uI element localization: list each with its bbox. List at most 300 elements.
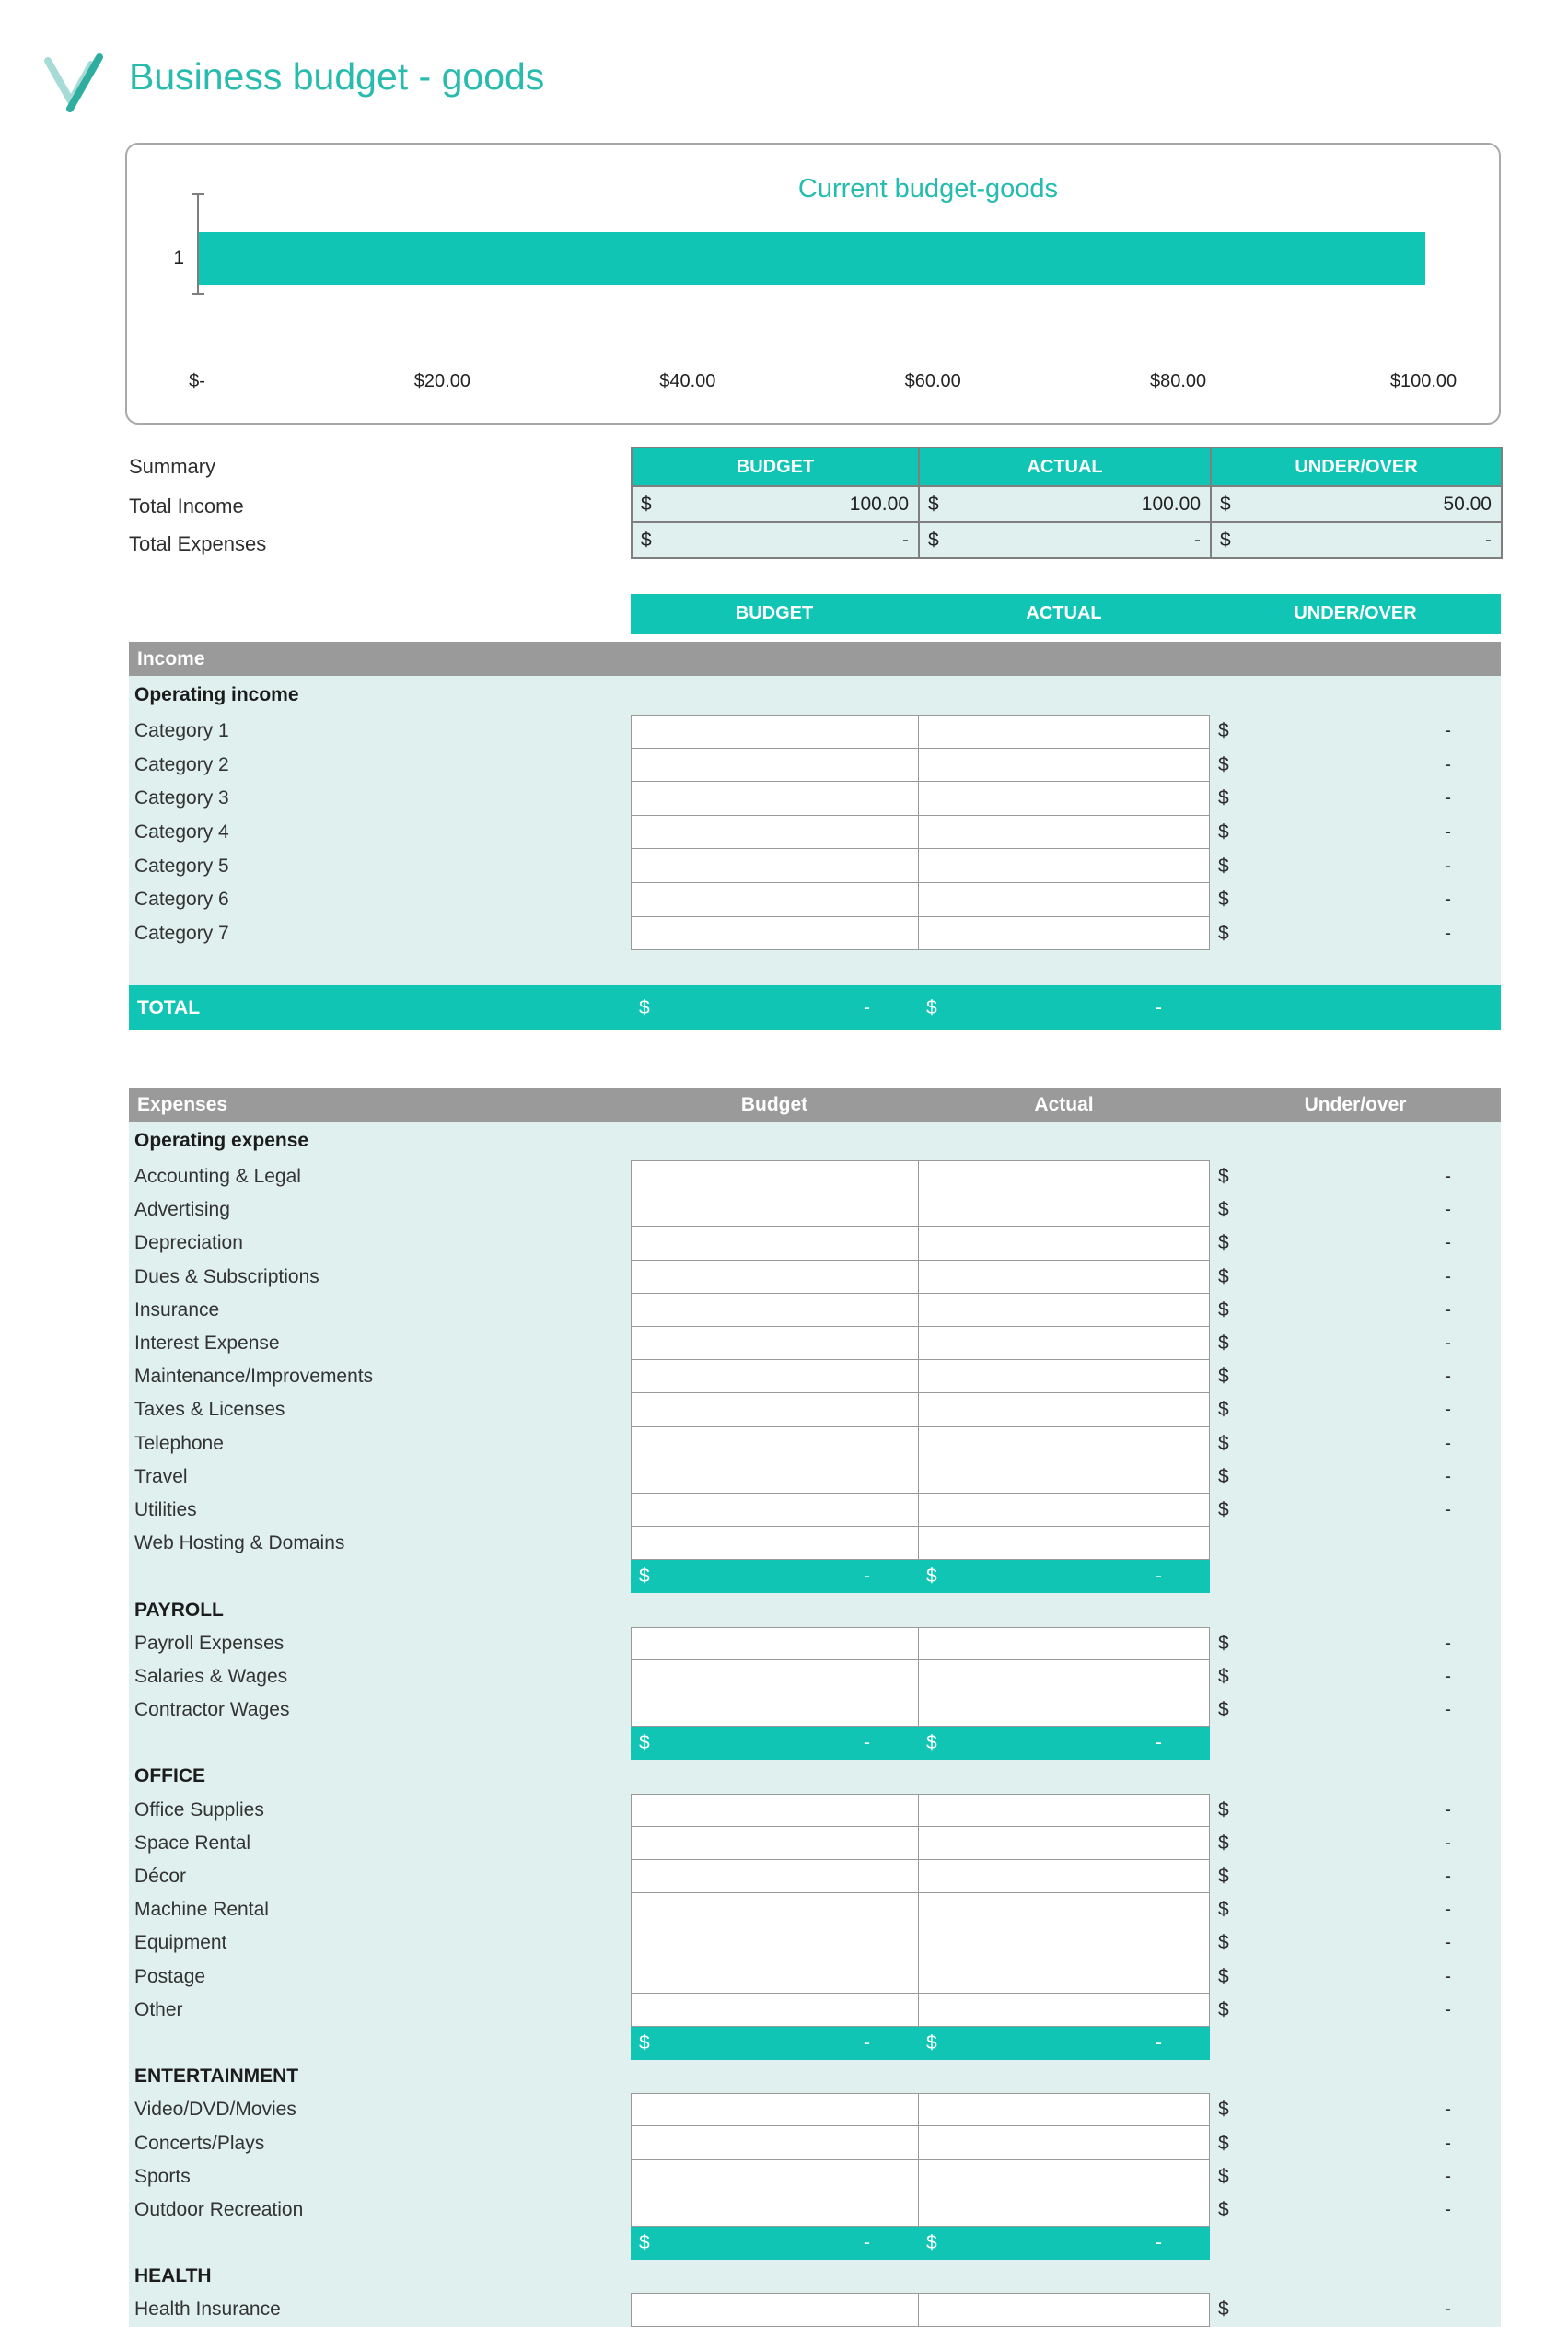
- budget-input-cell[interactable]: [631, 1960, 918, 1994]
- value: -: [864, 1565, 870, 1588]
- under-over-cell: [1210, 1327, 1501, 1360]
- table-row: [129, 1227, 1501, 1260]
- under-over-cell: [1210, 2126, 1501, 2159]
- actual-input-cell[interactable]: [918, 2093, 1210, 2126]
- budget-input-cell[interactable]: [631, 1460, 918, 1494]
- value: -: [1445, 855, 1451, 877]
- currency-symbol: $: [1218, 855, 1229, 877]
- budget-input-cell[interactable]: [631, 1261, 918, 1294]
- income-total-row: [129, 985, 1501, 1030]
- summary-row-label: Total Income: [129, 494, 244, 518]
- row-label: Web Hosting & Domains: [134, 1532, 345, 1554]
- budget-input-cell[interactable]: [631, 1327, 918, 1360]
- under-over-cell: [1210, 1994, 1501, 2027]
- row-label: Outdoor Recreation: [134, 2198, 304, 2220]
- group-subtotal-band: [631, 2027, 1210, 2060]
- income-section: [129, 642, 1501, 1030]
- value: -: [1445, 1699, 1451, 1721]
- table-row: [129, 1193, 1501, 1227]
- group-subtotal-band: [631, 1727, 1210, 1760]
- currency-symbol: $: [641, 493, 652, 515]
- row-label: Category 4: [134, 821, 229, 844]
- value: -: [1445, 1366, 1451, 1388]
- actual-input-cell[interactable]: [918, 1794, 1210, 1827]
- summary-total-expenses-under[interactable]: [1212, 523, 1503, 559]
- summary-total-income-under[interactable]: [1212, 487, 1503, 523]
- row-label: Sports: [134, 2165, 191, 2187]
- value: -: [1445, 1399, 1451, 1421]
- income-total-under-empty: [1210, 985, 1501, 1030]
- currency-symbol: $: [1218, 1232, 1229, 1254]
- actual-input-cell[interactable]: [918, 1926, 1210, 1960]
- currency-symbol: $: [1220, 529, 1231, 551]
- expenses-col-under: Under/over: [1304, 1093, 1407, 1115]
- currency-symbol: $: [1220, 493, 1231, 515]
- table-row: [129, 1794, 1501, 1827]
- under-over-cell: [1210, 1893, 1501, 1926]
- under-over-cell: [1210, 849, 1501, 883]
- table-row: [129, 749, 1501, 783]
- under-over-cell: [1210, 749, 1501, 783]
- currency-symbol: $: [1218, 1798, 1229, 1821]
- actual-input-cell[interactable]: [918, 917, 1210, 951]
- actual-input-cell[interactable]: [918, 1994, 1210, 2027]
- actual-input-cell[interactable]: [918, 1160, 1210, 1193]
- actual-input-cell[interactable]: [918, 1627, 1210, 1660]
- currency-symbol: $: [1218, 821, 1229, 844]
- expenses-col-actual: Actual: [1034, 1093, 1094, 1115]
- row-label: Telephone: [134, 1432, 224, 1454]
- table-row: [129, 849, 1501, 883]
- budget-input-cell[interactable]: [631, 849, 918, 883]
- budget-input-cell[interactable]: [631, 816, 918, 850]
- chart-category-label: 1: [173, 247, 184, 269]
- actual-input-cell[interactable]: [918, 1960, 1210, 1994]
- currency-symbol: $: [1218, 2198, 1229, 2220]
- table-row: [129, 917, 1501, 951]
- currency-symbol: $: [1218, 2099, 1229, 2121]
- actual-input-cell[interactable]: [918, 1494, 1210, 1527]
- value: -: [1445, 889, 1451, 911]
- under-over-cell: [1210, 1460, 1501, 1494]
- value: -: [1485, 529, 1492, 551]
- table-row: [129, 1827, 1501, 1860]
- budget-input-cell[interactable]: [631, 1860, 918, 1893]
- currency-symbol: $: [1218, 1498, 1229, 1520]
- budget-input-cell[interactable]: [631, 1660, 918, 1693]
- value: -: [1445, 1832, 1451, 1854]
- under-over-cell: [1210, 816, 1501, 850]
- row-label: Interest Expense: [134, 1332, 280, 1355]
- spacer-row: [129, 950, 1501, 985]
- column-header-actual: ACTUAL: [1026, 603, 1102, 623]
- value: -: [1445, 1998, 1451, 2020]
- actual-input-cell[interactable]: [918, 1527, 1210, 1560]
- value: -: [864, 2232, 870, 2254]
- row-label: Décor: [134, 1866, 187, 1888]
- expenses-section-title: Expenses: [137, 1093, 228, 1115]
- under-over-cell: [1210, 1827, 1501, 1860]
- actual-input-cell[interactable]: [918, 1427, 1210, 1460]
- under-over-cell: [1210, 1427, 1501, 1460]
- actual-input-cell[interactable]: [918, 883, 1210, 917]
- currency-symbol: $: [1218, 2298, 1229, 2321]
- summary-table: [631, 447, 1503, 559]
- table-row: [129, 1327, 1501, 1360]
- income-group-title: Operating income: [134, 684, 299, 705]
- currency-symbol: $: [1218, 922, 1229, 944]
- currency-symbol: $: [1218, 1932, 1229, 1954]
- currency-symbol: $: [1218, 889, 1229, 911]
- currency-symbol: $: [1218, 1632, 1229, 1654]
- under-over-cell: [1210, 1926, 1501, 1960]
- currency-symbol: $: [1218, 1899, 1229, 1921]
- column-header-band: [631, 594, 1501, 634]
- group-subtotal-band: [631, 1560, 1210, 1593]
- budget-input-cell[interactable]: [631, 2126, 918, 2159]
- summary-section: [129, 447, 1501, 563]
- value: -: [1445, 821, 1451, 844]
- currency-symbol: $: [639, 2031, 650, 2054]
- subtotal-budget: [631, 2027, 918, 2060]
- budget-input-cell[interactable]: [631, 1693, 918, 1727]
- row-label: Concerts/Plays: [134, 2132, 265, 2154]
- column-header-under: UNDER/OVER: [1294, 603, 1417, 623]
- row-label: Maintenance/Improvements: [134, 1366, 374, 1388]
- budget-input-cell[interactable]: [631, 1994, 918, 2027]
- actual-input-cell[interactable]: [918, 1393, 1210, 1426]
- vertex-logo-icon: [41, 50, 110, 114]
- x-tick-label: $80.00: [1150, 371, 1207, 391]
- row-label: Accounting & Legal: [134, 1166, 301, 1188]
- table-row: [129, 1660, 1501, 1693]
- under-over-cell: [1210, 1794, 1501, 1827]
- budget-input-cell[interactable]: [631, 2193, 918, 2227]
- table-row: [129, 1893, 1501, 1926]
- actual-input-cell[interactable]: [918, 1460, 1210, 1494]
- currency-symbol: $: [926, 996, 937, 1018]
- subtotal-actual: [918, 2227, 1210, 2260]
- value: -: [1445, 1265, 1451, 1287]
- summary-total-income-budget[interactable]: [633, 487, 920, 523]
- value: -: [864, 2031, 870, 2054]
- budget-input-cell[interactable]: [631, 782, 918, 816]
- subtotal-actual: [918, 1727, 1210, 1760]
- empty-cell: [129, 1727, 631, 1760]
- under-over-cell: [1210, 2093, 1501, 2126]
- expense-groups: [129, 1122, 1501, 2327]
- value: -: [1445, 922, 1451, 944]
- under-over-cell: [1210, 1693, 1501, 1727]
- row-label: Dues & Subscriptions: [134, 1265, 319, 1287]
- budget-input-cell[interactable]: [631, 883, 918, 917]
- table-row: [129, 2160, 1501, 2193]
- under-over-cell: [1210, 1960, 1501, 1994]
- currency-symbol: $: [926, 1565, 937, 1588]
- budget-input-cell[interactable]: [631, 1494, 918, 1527]
- expenses-col-budget: Budget: [740, 1093, 808, 1115]
- under-over-cell: [1210, 2160, 1501, 2193]
- table-row: [129, 2293, 1501, 2326]
- budget-input-cell[interactable]: [631, 1827, 918, 1860]
- summary-header-budget: BUDGET: [633, 448, 920, 487]
- budget-input-cell[interactable]: [631, 2093, 918, 2126]
- row-label: Category 1: [134, 720, 229, 742]
- actual-input-cell[interactable]: [918, 1327, 1210, 1360]
- value: -: [1445, 1932, 1451, 1954]
- actual-input-cell[interactable]: [918, 782, 1210, 816]
- table-row: [129, 816, 1501, 850]
- group-subtotal-row: [129, 1560, 1501, 1593]
- budget-input-cell[interactable]: [631, 749, 918, 783]
- under-over-cell: [1210, 1393, 1501, 1426]
- budget-input-cell[interactable]: [631, 715, 918, 749]
- actual-input-cell[interactable]: [918, 715, 1210, 749]
- budget-input-cell[interactable]: [631, 1227, 918, 1260]
- currency-symbol: $: [639, 2232, 650, 2254]
- currency-symbol: $: [1218, 1298, 1229, 1321]
- currency-symbol: $: [1218, 1199, 1229, 1221]
- currency-symbol: $: [926, 2232, 937, 2254]
- value: -: [1445, 1298, 1451, 1321]
- income-total-budget: [631, 985, 918, 1030]
- x-tick-label: $20.00: [413, 371, 470, 391]
- empty-cell: [129, 2027, 631, 2060]
- income-section-header: Income: [129, 642, 1501, 676]
- value: -: [1445, 787, 1451, 809]
- under-over-cell: [1210, 1294, 1501, 1327]
- empty-cell: [129, 1560, 631, 1593]
- table-row: [129, 883, 1501, 917]
- value: -: [1445, 1665, 1451, 1687]
- actual-input-cell[interactable]: [918, 2160, 1210, 2193]
- actual-input-cell[interactable]: [918, 1193, 1210, 1227]
- expense-group-title: PAYROLL: [134, 1599, 224, 1621]
- chart-title: Current budget-goods: [797, 174, 1059, 204]
- expense-group-title: HEALTH: [134, 2265, 212, 2287]
- value: -: [1156, 996, 1162, 1018]
- actual-input-cell[interactable]: [918, 1660, 1210, 1693]
- row-label: Postage: [134, 1965, 206, 1987]
- expense-group-title: Operating expense: [134, 1130, 309, 1151]
- under-over-cell: [1210, 1261, 1501, 1294]
- expense-group-title: OFFICE: [134, 1765, 205, 1787]
- value: -: [1156, 2232, 1162, 2254]
- under-over-cell: [1210, 1360, 1501, 1393]
- budget-input-cell[interactable]: [631, 1393, 918, 1426]
- budget-input-cell[interactable]: [631, 1294, 918, 1327]
- actual-input-cell[interactable]: [918, 1827, 1210, 1860]
- actual-input-cell[interactable]: [918, 1261, 1210, 1294]
- under-over-cell: [1210, 2193, 1501, 2227]
- income-rows: [129, 715, 1501, 950]
- value: -: [1156, 2031, 1162, 2054]
- value: 100.00: [849, 493, 909, 515]
- table-row: [129, 1960, 1501, 1994]
- row-label: Insurance: [134, 1298, 220, 1321]
- actual-input-cell[interactable]: [918, 816, 1210, 850]
- currency-symbol: $: [1218, 720, 1229, 742]
- actual-input-cell[interactable]: [918, 849, 1210, 883]
- x-tick-label: $40.00: [659, 371, 716, 391]
- value: -: [1445, 1199, 1451, 1221]
- actual-input-cell[interactable]: [918, 2126, 1210, 2159]
- value: -: [1445, 2165, 1451, 2187]
- summary-total-expenses-budget[interactable]: [633, 523, 920, 559]
- chart-bar-series1: [199, 232, 1425, 285]
- currency-symbol: $: [1218, 1399, 1229, 1421]
- actual-input-cell[interactable]: [918, 2193, 1210, 2227]
- income-total-actual: [918, 985, 1210, 1030]
- under-over-cell: [1210, 715, 1501, 749]
- group-subtotal-row: [129, 1727, 1501, 1760]
- chart-x-axis-ticks: [127, 371, 1499, 399]
- row-label: Category 5: [134, 855, 229, 877]
- value: -: [1445, 1498, 1451, 1520]
- actual-input-cell[interactable]: [918, 749, 1210, 783]
- row-label: Health Insurance: [134, 2298, 281, 2321]
- table-row: [129, 1994, 1501, 2027]
- value: -: [1445, 1432, 1451, 1454]
- row-label: Video/DVD/Movies: [134, 2099, 296, 2121]
- expenses-section-header: [129, 1088, 1501, 1122]
- group-subtotal-row: [129, 2027, 1501, 2060]
- under-over-cell: [1210, 917, 1501, 951]
- table-row: [129, 1860, 1501, 1893]
- actual-input-cell[interactable]: [918, 1294, 1210, 1327]
- group-subtotal-band: [631, 2227, 1210, 2260]
- currency-symbol: $: [928, 529, 939, 551]
- table-row: [129, 1693, 1501, 1727]
- currency-symbol: $: [1218, 753, 1229, 775]
- table-row: [129, 2093, 1501, 2126]
- budget-input-cell[interactable]: [631, 2293, 918, 2326]
- value: -: [1445, 2198, 1451, 2220]
- currency-symbol: $: [928, 493, 939, 515]
- currency-symbol: $: [1218, 1998, 1229, 2020]
- actual-input-cell[interactable]: [918, 1693, 1210, 1727]
- currency-symbol: $: [926, 1732, 937, 1754]
- actual-input-cell[interactable]: [918, 1360, 1210, 1393]
- currency-symbol: $: [1218, 1166, 1229, 1188]
- value: -: [1445, 1465, 1451, 1487]
- table-row: [129, 1427, 1501, 1460]
- subtotal-budget: [631, 1727, 918, 1760]
- summary-total-expenses-actual[interactable]: [920, 523, 1212, 559]
- under-over-cell: [1210, 1227, 1501, 1260]
- table-row: [129, 1460, 1501, 1494]
- column-header-budget: BUDGET: [735, 603, 814, 623]
- under-over-cell: [1210, 1627, 1501, 1660]
- currency-symbol: $: [1218, 2132, 1229, 2154]
- table-row: [129, 1527, 1501, 1560]
- actual-input-cell[interactable]: [918, 2293, 1210, 2326]
- page-title: Business budget - goods: [129, 55, 545, 98]
- row-label: Machine Rental: [134, 1899, 269, 1921]
- under-over-cell: [1210, 1660, 1501, 1693]
- row-label: Category 3: [134, 787, 229, 809]
- currency-symbol: $: [926, 2031, 937, 2054]
- table-row: [129, 1261, 1501, 1294]
- row-label: Utilities: [134, 1498, 197, 1520]
- under-over-cell: [1210, 1527, 1501, 1560]
- table-row: [129, 782, 1501, 816]
- budget-input-cell[interactable]: [631, 1893, 918, 1926]
- table-row: [129, 1926, 1501, 1960]
- currency-symbol: $: [639, 1565, 650, 1588]
- budget-input-cell[interactable]: [631, 1160, 918, 1193]
- actual-input-cell[interactable]: [918, 1893, 1210, 1926]
- row-label: Equipment: [134, 1932, 227, 1954]
- currency-symbol: $: [641, 529, 652, 551]
- value: -: [1445, 2298, 1451, 2321]
- currency-symbol: $: [1218, 1699, 1229, 1721]
- value: -: [1445, 1965, 1451, 1987]
- value: -: [1445, 1232, 1451, 1254]
- row-label: Depreciation: [134, 1232, 243, 1254]
- value: -: [1445, 2099, 1451, 2121]
- row-label: Category 7: [134, 922, 229, 944]
- currency-symbol: $: [639, 996, 650, 1018]
- currency-symbol: $: [1218, 1366, 1229, 1388]
- under-over-cell: [1210, 782, 1501, 816]
- under-over-cell: [1210, 1860, 1501, 1893]
- value: -: [1445, 1632, 1451, 1654]
- budget-input-cell[interactable]: [631, 1926, 918, 1960]
- budget-input-cell[interactable]: [631, 2160, 918, 2193]
- value: -: [1194, 529, 1201, 551]
- budget-input-cell[interactable]: [631, 1527, 918, 1560]
- currency-symbol: $: [1218, 1832, 1229, 1854]
- x-tick-label: $-: [189, 371, 205, 391]
- value: -: [1156, 1732, 1162, 1754]
- x-tick-label: $100.00: [1389, 371, 1458, 391]
- currency-symbol: $: [1218, 2165, 1229, 2187]
- value: 50.00: [1443, 493, 1492, 515]
- budget-input-cell[interactable]: [631, 1794, 918, 1827]
- budget-input-cell[interactable]: [631, 1427, 918, 1460]
- budget-input-cell[interactable]: [631, 1360, 918, 1393]
- row-label: Contractor Wages: [134, 1699, 290, 1721]
- row-label: Advertising: [134, 1199, 230, 1221]
- table-row: [129, 1393, 1501, 1426]
- value: -: [1445, 2132, 1451, 2154]
- table-row: [129, 1294, 1501, 1327]
- group-subtotal-row: [129, 2227, 1501, 2260]
- table-row: [129, 2193, 1501, 2227]
- row-label: Payroll Expenses: [134, 1632, 285, 1654]
- under-over-cell: [1210, 1193, 1501, 1227]
- actual-input-cell[interactable]: [918, 1227, 1210, 1260]
- table-row: [129, 1360, 1501, 1393]
- currency-symbol: $: [1218, 1465, 1229, 1487]
- empty-cell: [129, 2227, 631, 2260]
- summary-total-income-actual[interactable]: [920, 487, 1212, 523]
- currency-symbol: $: [1218, 1432, 1229, 1454]
- under-over-cell: [1210, 2293, 1501, 2326]
- budget-input-cell[interactable]: [631, 917, 918, 951]
- table-row: [129, 715, 1501, 749]
- under-over-cell: [1210, 1494, 1501, 1527]
- budget-input-cell[interactable]: [631, 1627, 918, 1660]
- currency-symbol: $: [1218, 1965, 1229, 1987]
- value: -: [864, 1732, 870, 1754]
- budget-input-cell[interactable]: [631, 1193, 918, 1227]
- value: -: [864, 996, 870, 1018]
- expense-group-title: ENTERTAINMENT: [134, 2065, 299, 2088]
- value: -: [1445, 753, 1451, 775]
- actual-input-cell[interactable]: [918, 1860, 1210, 1893]
